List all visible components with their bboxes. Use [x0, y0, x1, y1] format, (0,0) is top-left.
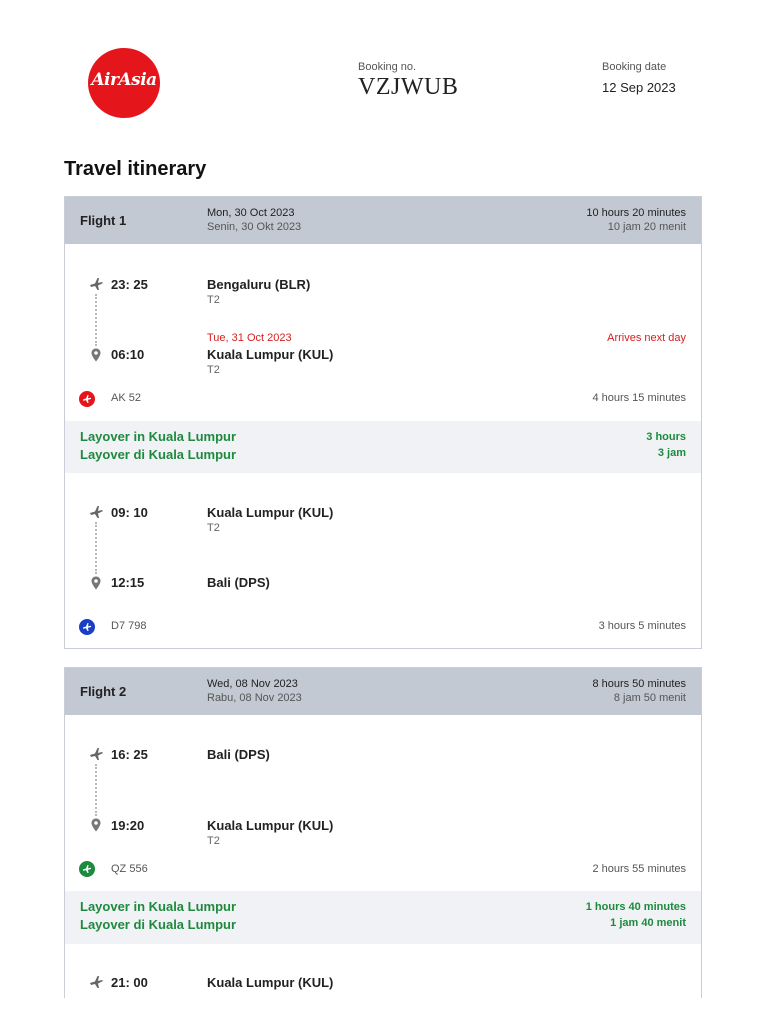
page-title: Travel itinerary — [64, 158, 207, 180]
flight-date: Mon, 30 Oct 2023 — [207, 207, 295, 219]
arrival-time: 06:10 — [111, 347, 145, 362]
departure-terminal: T2 — [207, 522, 220, 534]
arrival-place: Kuala Lumpur (KUL) — [207, 347, 334, 362]
booking-no-label: Booking no. — [358, 61, 417, 73]
departure-place: Bali (DPS) — [207, 747, 270, 762]
booking-date-label: Booking date — [602, 61, 667, 73]
arrival-place: Bali (DPS) — [207, 575, 270, 590]
departure-time: 09: 10 — [111, 505, 148, 520]
flight-header — [65, 668, 701, 715]
departure-time: 16: 25 — [111, 747, 148, 762]
layover-duration: 1 hours 40 minutes — [585, 901, 686, 913]
booking-date: 12 Sep 2023 — [602, 80, 676, 95]
layover-banner — [65, 891, 701, 944]
flight-date: Wed, 08 Nov 2023 — [207, 678, 298, 690]
flight-number: AK 52 — [111, 392, 141, 404]
flight-date-local: Rabu, 08 Nov 2023 — [207, 692, 302, 704]
layover-label: Layover in Kuala Lumpur — [80, 429, 237, 444]
layover-duration: 3 hours — [646, 431, 686, 443]
layover-duration-local: 3 jam — [657, 447, 686, 459]
layover-duration-local: 1 jam 40 menit — [610, 917, 686, 929]
airasia-logo — [88, 48, 160, 118]
location-pin-icon — [88, 817, 104, 833]
arrival-terminal: T2 — [207, 364, 220, 376]
airline-badge-icon — [79, 619, 95, 635]
departure-terminal: T2 — [207, 294, 220, 306]
location-pin-icon — [88, 575, 104, 591]
segment-duration: 2 hours 55 minutes — [592, 863, 686, 875]
location-pin-icon — [88, 347, 104, 363]
airline-badge-icon — [79, 391, 95, 407]
segment-duration: 4 hours 15 minutes — [592, 392, 686, 404]
route-line — [95, 294, 97, 346]
layover-label-local: Layover di Kuala Lumpur — [80, 447, 237, 462]
logo-text: AirAsia — [91, 70, 157, 90]
departure-place: Bengaluru (BLR) — [207, 277, 311, 292]
plane-icon — [88, 746, 104, 762]
flight-duration-local: 8 jam 50 menit — [613, 692, 686, 704]
flight-duration: 10 hours 20 minutes — [586, 207, 686, 219]
flight-number: D7 798 — [111, 620, 147, 632]
flight-date-local: Senin, 30 Okt 2023 — [207, 221, 302, 233]
plane-icon — [88, 276, 104, 292]
arrival-date-note: Tue, 31 Oct 2023 — [207, 332, 292, 344]
route-line — [95, 522, 97, 574]
plane-icon — [88, 504, 104, 520]
plane-icon — [88, 974, 104, 990]
airline-badge-icon — [79, 861, 95, 877]
flight-card-1 — [64, 196, 702, 649]
route-line — [95, 764, 97, 816]
arrival-place: Kuala Lumpur (KUL) — [207, 818, 334, 833]
arrival-time: 19:20 — [111, 818, 145, 833]
layover-label: Layover in Kuala Lumpur — [80, 899, 237, 914]
departure-place: Kuala Lumpur (KUL) — [207, 505, 334, 520]
departure-place: Kuala Lumpur (KUL) — [207, 975, 334, 990]
departure-time: 21: 00 — [111, 975, 148, 990]
layover-label-local: Layover di Kuala Lumpur — [80, 917, 237, 932]
flight-header — [65, 197, 701, 244]
flight-duration: 8 hours 50 minutes — [592, 678, 686, 690]
segment-duration: 3 hours 5 minutes — [598, 620, 686, 632]
booking-number: VZJWUB — [358, 74, 459, 100]
flight-duration-local: 10 jam 20 menit — [607, 221, 686, 233]
arrives-next-day-note: Arrives next day — [607, 332, 686, 344]
flight-title: Flight 2 — [80, 684, 127, 699]
departure-time: 23: 25 — [111, 277, 148, 292]
arrival-terminal: T2 — [207, 835, 220, 847]
layover-banner — [65, 421, 701, 473]
flight-number: QZ 556 — [111, 863, 148, 875]
flight-card-2 — [64, 667, 702, 998]
arrival-time: 12:15 — [111, 575, 145, 590]
flight-title: Flight 1 — [80, 213, 127, 228]
